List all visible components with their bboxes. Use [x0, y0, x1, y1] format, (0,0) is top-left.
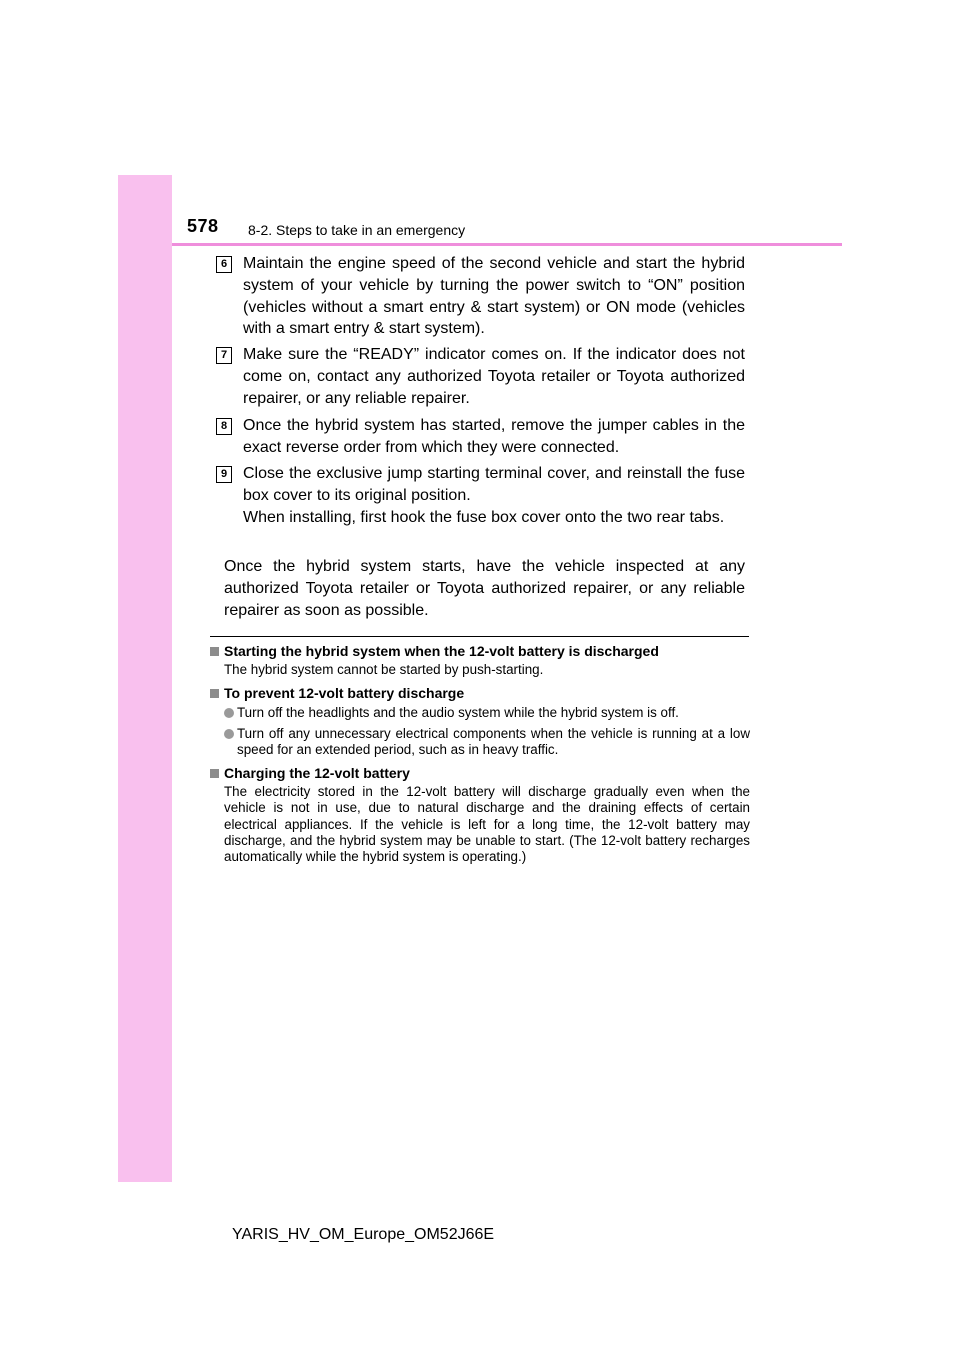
- list-item-text: Turn off any unnecessary electrical components when the vehicle is running at a low speed for an extended period, such as in heavy traffic.: [237, 725, 750, 757]
- step-number-badge: 6: [216, 256, 232, 273]
- step-paragraph: Once the hybrid system has started, remove the jumper cables in the exact reverse order from which they were connected.: [243, 417, 745, 456]
- document-footer-code: YARIS_HV_OM_Europe_OM52J66E: [232, 1226, 495, 1243]
- step-text: [243, 463, 745, 528]
- step-number-badge: 9: [216, 466, 232, 483]
- side-tab-band: [118, 175, 172, 1182]
- step-9: [216, 463, 745, 528]
- step-paragraph: When installing, first hook the fuse box cover onto the two rear tabs.: [243, 508, 725, 526]
- step-text: [243, 344, 745, 409]
- step-number-badge: 7: [216, 347, 232, 364]
- circle-bullet-icon: [224, 729, 234, 739]
- section-title: 8-2. Steps to take in an emergency: [248, 222, 466, 238]
- note-title: Starting the hybrid system when the 12-volt battery is discharged: [224, 643, 659, 659]
- step-paragraph: Make sure the “READY” indicator comes on. If the indicator does not come on, contact any authorized Toyota retailer or Toyota authorized repairer, or any reliable repairer.: [243, 346, 745, 407]
- note-title: To prevent 12-volt battery discharge: [224, 685, 465, 702]
- step-6: [216, 253, 745, 340]
- step-paragraph: Maintain the engine speed of the second vehicle and start the hybrid system of your vehicle by turning the power switch to “ON” position (vehicles without a smart entry & start system) or ON mode (vehicles with a smart entry & start system).: [243, 255, 745, 338]
- note-title: Charging the 12-volt battery: [224, 765, 410, 782]
- step-text: [243, 415, 745, 459]
- note-prevent-discharge: [210, 684, 750, 758]
- step-7: [216, 344, 745, 409]
- square-bullet-icon: [210, 647, 219, 656]
- closing-paragraph: Once the hybrid system starts, have the vehicle inspected at any authorized Toyota retailer or Toyota authorized repairer, or any reliable repairer as soon as possible.: [224, 558, 745, 619]
- note-body: The electricity stored in the 12-volt battery will discharge gradually even when the vehicle is not in use, due to natural discharge and the draining effects of certain electrical appliances. If the vehicle is left for a long time, the 12-volt battery may discharge, and the hybrid system may be unable to start. (The 12-volt battery recharges automatically while the hybrid system is operating.): [224, 784, 750, 865]
- circle-bullet-icon: [224, 708, 234, 718]
- square-bullet-icon: [210, 689, 219, 698]
- notes-section: [210, 642, 750, 872]
- step-text: [243, 253, 745, 340]
- note-charging-battery: [210, 764, 750, 865]
- note-push-starting: [210, 642, 750, 678]
- step-number-badge: 8: [216, 418, 232, 435]
- page-number: 578: [187, 216, 219, 236]
- list-item-text: Turn off the headlights and the audio system while the hybrid system is off.: [237, 705, 679, 721]
- note-body: The hybrid system cannot be started by push-starting.: [224, 662, 544, 677]
- list-item: [224, 726, 750, 759]
- step-paragraph: Close the exclusive jump starting terminal cover, and reinstall the fuse box cover to its original position.: [243, 465, 745, 504]
- step-8: [216, 415, 745, 459]
- list-item: [224, 705, 750, 721]
- section-divider: [210, 636, 749, 637]
- header-rule: [172, 243, 842, 246]
- square-bullet-icon: [210, 769, 219, 778]
